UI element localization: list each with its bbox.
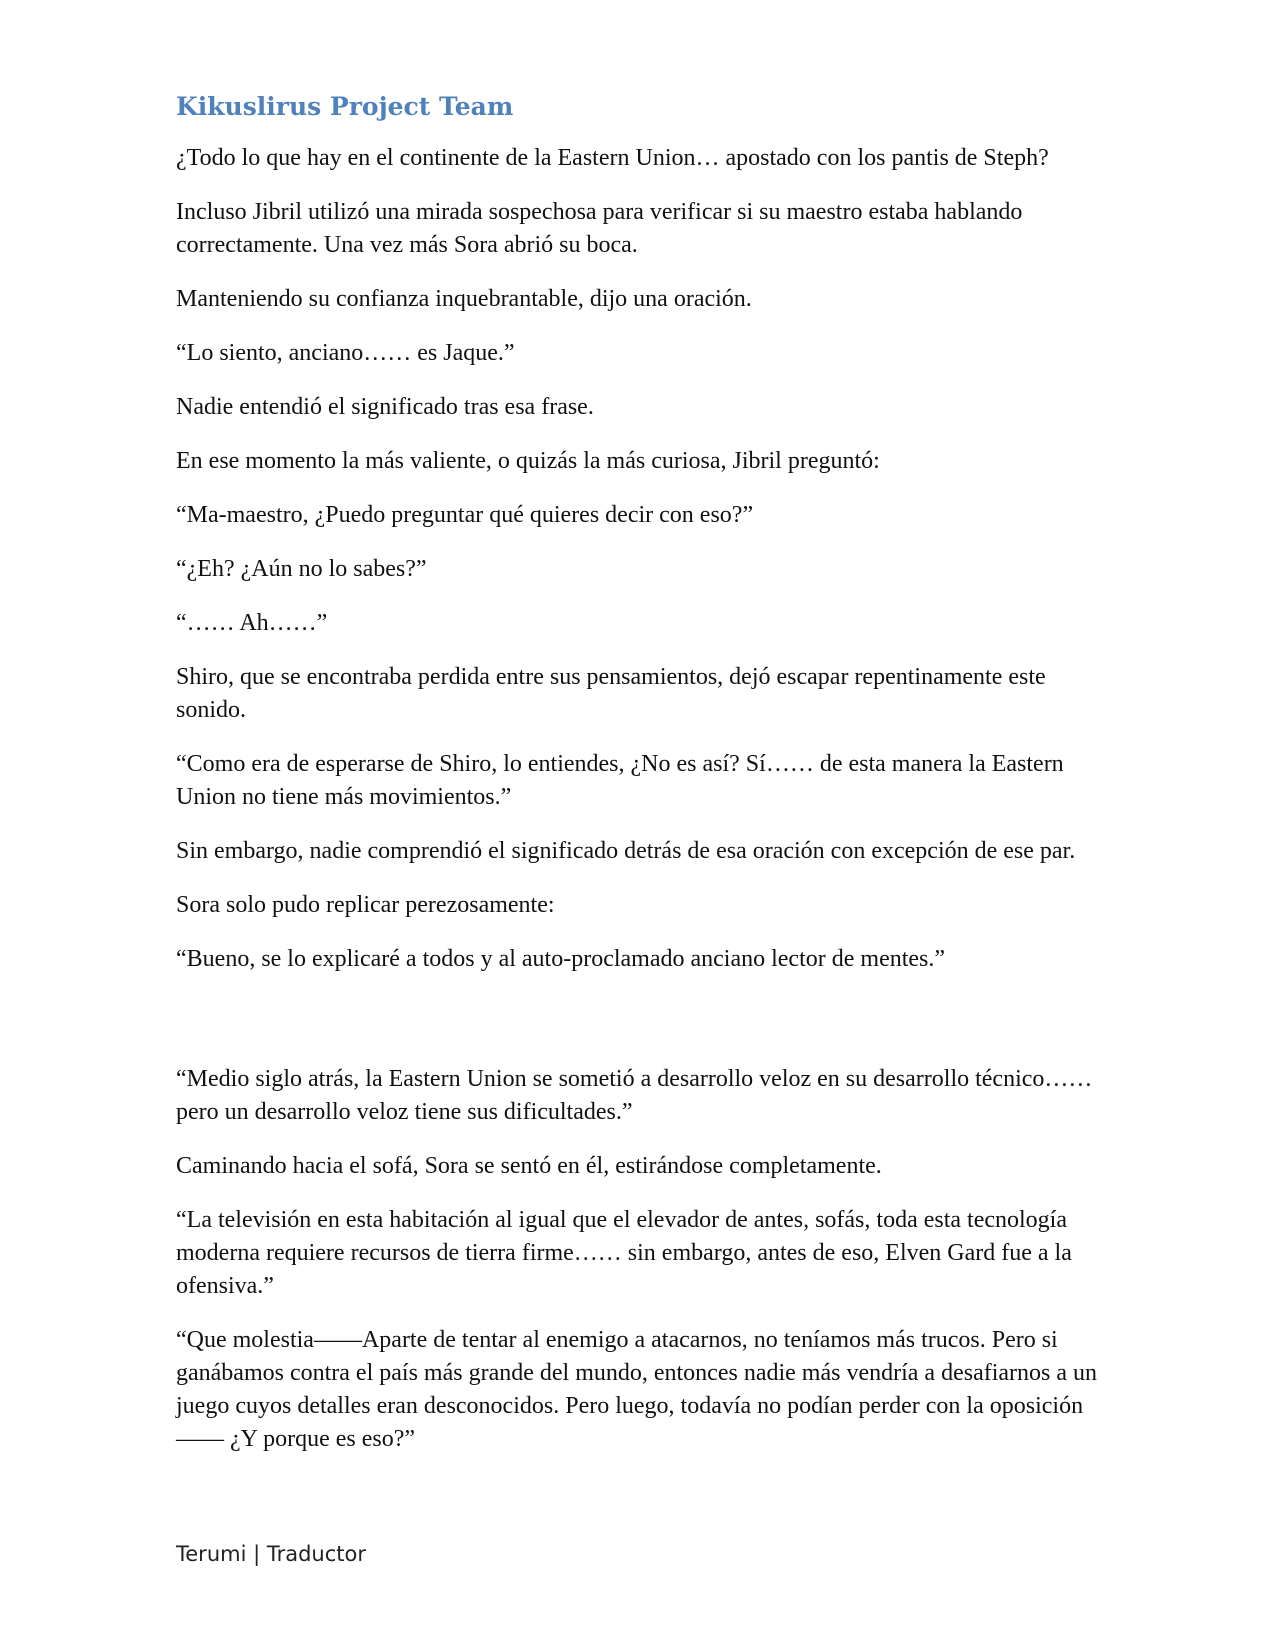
paragraph: Sin embargo, nadie comprendió el significado detrás de esa oración con excepción de ese par. xyxy=(176,838,1076,864)
paragraph: “Ma-maestro, ¿Puedo preguntar qué quieres decir con eso?” xyxy=(176,502,754,528)
paragraph: “Que molestia——Aparte de tentar al enemigo a atacarnos, no teníamos más trucos. Pero si ganábamos contra el país más grande del mundo, entonces nadie más vendría a desafiarnos a un juego cuyos detalles eran desconocidos. Pero luego, todavía no podían perder con la oposición—— ¿Y porque es eso?” xyxy=(176,1327,1098,1452)
paragraph: Shiro, que se encontraba perdida entre sus pensamientos, dejó escapar repentinamente este sonido. xyxy=(176,664,1046,723)
document-body xyxy=(176,142,1106,1477)
paragraph: “…… Ah……” xyxy=(176,610,328,636)
paragraph: Nadie entendió el significado tras esa frase. xyxy=(176,394,594,420)
paragraph: Incluso Jibril utilizó una mirada sospechosa para verificar si su maestro estaba hablando correctamente. Una vez más Sora abrió su boca. xyxy=(176,199,1023,258)
paragraph: Caminando hacia el sofá, Sora se sentó en él, estirándose completamente. xyxy=(176,1153,882,1179)
document-header-title: Kikuslirus Project Team xyxy=(176,92,514,121)
document-footer: Terumi | Traductor xyxy=(176,1542,366,1566)
paragraph: “Medio siglo atrás, la Eastern Union se sometió a desarrollo veloz en su desarrollo técnico…… pero un desarrollo veloz tiene sus dificultades.” xyxy=(176,1066,1093,1125)
paragraph: “Como era de esperarse de Shiro, lo entiendes, ¿No es así? Sí…… de esta manera la Eastern Union no tiene más movimientos.” xyxy=(176,751,1064,810)
paragraph: “Bueno, se lo explicaré a todos y al auto-proclamado anciano lector de mentes.” xyxy=(176,946,946,972)
paragraph: Manteniendo su confianza inquebrantable, dijo una oración. xyxy=(176,286,752,312)
paragraph: Sora solo pudo replicar perezosamente: xyxy=(176,892,555,918)
paragraph: “Lo siento, anciano…… es Jaque.” xyxy=(176,340,515,366)
paragraph: “¿Eh? ¿Aún no lo sabes?” xyxy=(176,556,427,582)
paragraph: En ese momento la más valiente, o quizás la más curiosa, Jibril preguntó: xyxy=(176,448,880,474)
paragraph: “La televisión en esta habitación al igual que el elevador de antes, sofás, toda esta tecnología moderna requiere recursos de tierra firme…… sin embargo, antes de eso, Elven Gard fue a la ofensiva.” xyxy=(176,1207,1072,1299)
paragraph: ¿Todo lo que hay en el continente de la Eastern Union… apostado con los pantis de Steph? xyxy=(176,145,1049,171)
